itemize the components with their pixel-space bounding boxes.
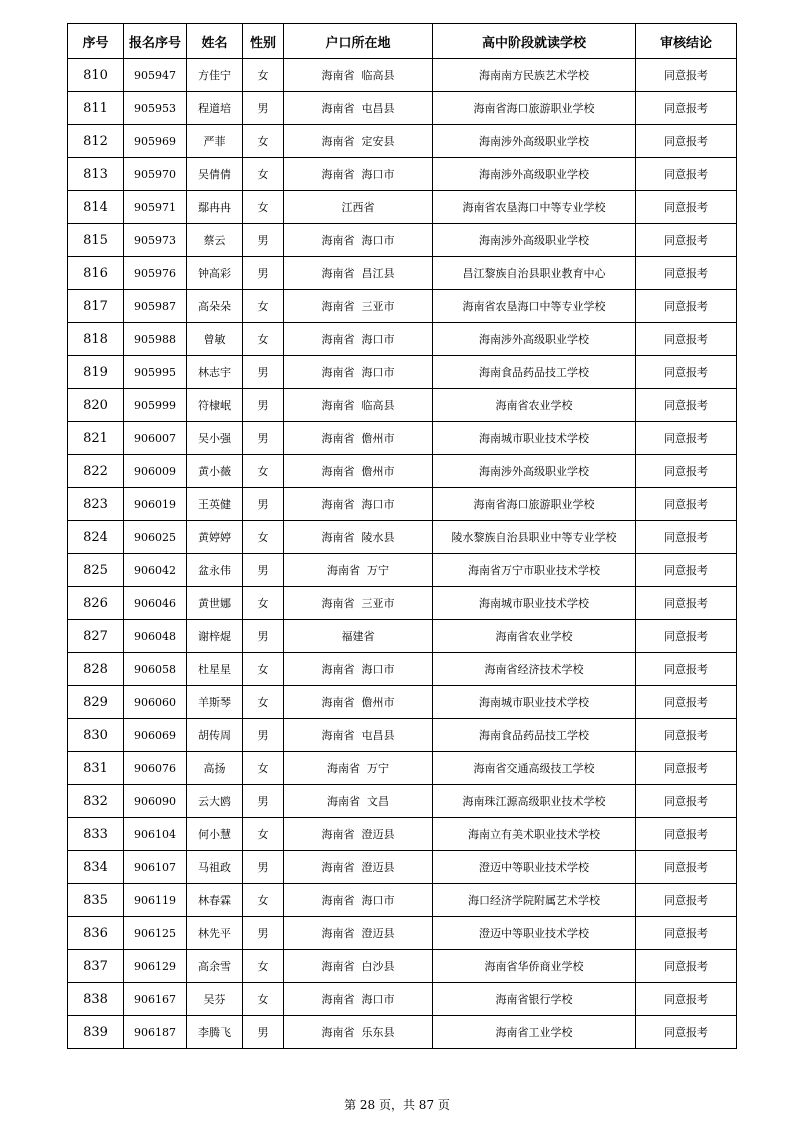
cell-reg-no: 906009: [124, 455, 187, 488]
cell-seq: 816: [68, 257, 124, 290]
header-result: 审核结论: [636, 24, 737, 59]
cell-result: 同意报考: [636, 620, 737, 653]
cell-seq: 829: [68, 686, 124, 719]
cell-result: 同意报考: [636, 290, 737, 323]
table-row: [68, 59, 737, 92]
cell-reg-no: 905999: [124, 389, 187, 422]
cell-gender: 男: [243, 917, 284, 950]
cell-residence: 海南省 澄迈县: [284, 851, 433, 884]
cell-seq: 839: [68, 1016, 124, 1049]
cell-seq: 835: [68, 884, 124, 917]
table-row: [68, 356, 737, 389]
cell-name: 何小慧: [187, 818, 243, 851]
table-row: [68, 587, 737, 620]
cell-seq: 836: [68, 917, 124, 950]
cell-gender: 男: [243, 785, 284, 818]
header-seq: 序号: [68, 24, 124, 59]
cell-name: 程道培: [187, 92, 243, 125]
cell-result: 同意报考: [636, 257, 737, 290]
table-row: [68, 752, 737, 785]
cell-name: 吴小强: [187, 422, 243, 455]
cell-reg-no: 906090: [124, 785, 187, 818]
cell-residence: 海南省 文昌: [284, 785, 433, 818]
cell-name: 胡传周: [187, 719, 243, 752]
cell-reg-no: 906167: [124, 983, 187, 1016]
cell-reg-no: 906069: [124, 719, 187, 752]
cell-residence: 江西省: [284, 191, 433, 224]
cell-reg-no: 906187: [124, 1016, 187, 1049]
cell-reg-no: 906046: [124, 587, 187, 620]
cell-seq: 838: [68, 983, 124, 1016]
cell-result: 同意报考: [636, 224, 737, 257]
cell-school: 澄迈中等职业技术学校: [433, 917, 636, 950]
cell-name: 云大鸥: [187, 785, 243, 818]
cell-gender: 男: [243, 356, 284, 389]
cell-seq: 834: [68, 851, 124, 884]
cell-residence: 海南省 海口市: [284, 488, 433, 521]
cell-residence: 海南省 定安县: [284, 125, 433, 158]
cell-name: 鄢冉冉: [187, 191, 243, 224]
cell-seq: 810: [68, 59, 124, 92]
cell-school: 海南食品药品技工学校: [433, 356, 636, 389]
cell-school: 海南省银行学校: [433, 983, 636, 1016]
cell-gender: 男: [243, 719, 284, 752]
cell-gender: 女: [243, 191, 284, 224]
cell-seq: 822: [68, 455, 124, 488]
cell-seq: 823: [68, 488, 124, 521]
cell-name: 黄婷婷: [187, 521, 243, 554]
cell-reg-no: 906104: [124, 818, 187, 851]
cell-gender: 男: [243, 851, 284, 884]
cell-school: 海南省经济技术学校: [433, 653, 636, 686]
cell-result: 同意报考: [636, 785, 737, 818]
cell-school: 陵水黎族自治县职业中等专业学校: [433, 521, 636, 554]
cell-seq: 831: [68, 752, 124, 785]
cell-seq: 824: [68, 521, 124, 554]
cell-school: 海南城市职业技术学校: [433, 422, 636, 455]
cell-seq: 811: [68, 92, 124, 125]
cell-result: 同意报考: [636, 323, 737, 356]
cell-school: 海南涉外高级职业学校: [433, 224, 636, 257]
cell-name: 曾敏: [187, 323, 243, 356]
cell-residence: 海南省 乐东县: [284, 1016, 433, 1049]
cell-school: 海南省工业学校: [433, 1016, 636, 1049]
cell-name: 黄世娜: [187, 587, 243, 620]
cell-name: 谢梓焜: [187, 620, 243, 653]
table-row: [68, 191, 737, 224]
cell-name: 严菲: [187, 125, 243, 158]
cell-gender: 女: [243, 455, 284, 488]
cell-reg-no: 905970: [124, 158, 187, 191]
cell-school: 海南省农业学校: [433, 620, 636, 653]
cell-reg-no: 906042: [124, 554, 187, 587]
cell-result: 同意报考: [636, 983, 737, 1016]
cell-residence: 海南省 临高县: [284, 59, 433, 92]
cell-school: 海南城市职业技术学校: [433, 686, 636, 719]
cell-residence: 海南省 万宁: [284, 752, 433, 785]
cell-gender: 女: [243, 884, 284, 917]
cell-residence: 海南省 昌江县: [284, 257, 433, 290]
cell-gender: 女: [243, 290, 284, 323]
cell-name: 吴倩倩: [187, 158, 243, 191]
table-row: [68, 950, 737, 983]
cell-seq: 825: [68, 554, 124, 587]
cell-gender: 女: [243, 653, 284, 686]
table-row: [68, 554, 737, 587]
cell-gender: 男: [243, 488, 284, 521]
table-row: [68, 620, 737, 653]
cell-residence: 海南省 屯昌县: [284, 719, 433, 752]
cell-result: 同意报考: [636, 488, 737, 521]
cell-seq: 812: [68, 125, 124, 158]
cell-reg-no: 906119: [124, 884, 187, 917]
cell-name: 高余雪: [187, 950, 243, 983]
table-row: [68, 488, 737, 521]
cell-name: 黄小薇: [187, 455, 243, 488]
cell-gender: 女: [243, 521, 284, 554]
table-row: [68, 125, 737, 158]
cell-residence: 海南省 万宁: [284, 554, 433, 587]
cell-residence: 海南省 海口市: [284, 884, 433, 917]
cell-result: 同意报考: [636, 653, 737, 686]
cell-school: 海南涉外高级职业学校: [433, 323, 636, 356]
cell-reg-no: 905947: [124, 59, 187, 92]
cell-reg-no: 906107: [124, 851, 187, 884]
cell-result: 同意报考: [636, 125, 737, 158]
page-footer: 第 28 页，共 87 页: [344, 1098, 450, 1112]
cell-school: 海南珠江源高级职业技术学校: [433, 785, 636, 818]
cell-gender: 女: [243, 818, 284, 851]
table-row: [68, 323, 737, 356]
cell-gender: 男: [243, 257, 284, 290]
cell-gender: 男: [243, 224, 284, 257]
cell-school: 海南食品药品技工学校: [433, 719, 636, 752]
cell-result: 同意报考: [636, 554, 737, 587]
cell-residence: 海南省 儋州市: [284, 455, 433, 488]
cell-residence: 海南省 儋州市: [284, 686, 433, 719]
cell-reg-no: 906076: [124, 752, 187, 785]
header-reg-no: 报名序号: [124, 24, 187, 59]
cell-name: 高朵朵: [187, 290, 243, 323]
cell-name: 林先平: [187, 917, 243, 950]
table-row: [68, 818, 737, 851]
cell-seq: 821: [68, 422, 124, 455]
cell-reg-no: 906007: [124, 422, 187, 455]
cell-school: 海南涉外高级职业学校: [433, 455, 636, 488]
cell-reg-no: 906060: [124, 686, 187, 719]
cell-reg-no: 905976: [124, 257, 187, 290]
cell-result: 同意报考: [636, 422, 737, 455]
cell-gender: 女: [243, 587, 284, 620]
cell-reg-no: 905973: [124, 224, 187, 257]
cell-school: 海南城市职业技术学校: [433, 587, 636, 620]
cell-residence: 海南省 海口市: [284, 224, 433, 257]
cell-school: 海南省农垦海口中等专业学校: [433, 290, 636, 323]
cell-residence: 海南省 三亚市: [284, 587, 433, 620]
cell-reg-no: 906125: [124, 917, 187, 950]
table-header: [68, 24, 737, 59]
cell-seq: 817: [68, 290, 124, 323]
cell-seq: 813: [68, 158, 124, 191]
cell-name: 盆永伟: [187, 554, 243, 587]
cell-name: 钟高彩: [187, 257, 243, 290]
cell-name: 蔡云: [187, 224, 243, 257]
cell-seq: 837: [68, 950, 124, 983]
cell-result: 同意报考: [636, 851, 737, 884]
cell-school: 海南省华侨商业学校: [433, 950, 636, 983]
cell-reg-no: 905953: [124, 92, 187, 125]
cell-reg-no: 905988: [124, 323, 187, 356]
table-row: [68, 884, 737, 917]
cell-residence: 海南省 海口市: [284, 983, 433, 1016]
cell-school: 海南涉外高级职业学校: [433, 125, 636, 158]
cell-result: 同意报考: [636, 92, 737, 125]
cell-result: 同意报考: [636, 818, 737, 851]
cell-seq: 815: [68, 224, 124, 257]
table-row: [68, 1016, 737, 1049]
cell-result: 同意报考: [636, 191, 737, 224]
table-row: [68, 257, 737, 290]
cell-name: 方佳宁: [187, 59, 243, 92]
cell-name: 高扬: [187, 752, 243, 785]
cell-reg-no: 906058: [124, 653, 187, 686]
cell-gender: 女: [243, 125, 284, 158]
cell-school: 海口经济学院附属艺术学校: [433, 884, 636, 917]
cell-result: 同意报考: [636, 719, 737, 752]
cell-name: 王英健: [187, 488, 243, 521]
cell-gender: 女: [243, 983, 284, 1016]
cell-result: 同意报考: [636, 686, 737, 719]
cell-residence: 海南省 澄迈县: [284, 818, 433, 851]
cell-seq: 832: [68, 785, 124, 818]
cell-name: 李腾飞: [187, 1016, 243, 1049]
cell-school: 海南立有美术职业技术学校: [433, 818, 636, 851]
cell-residence: 海南省 陵水县: [284, 521, 433, 554]
cell-result: 同意报考: [636, 917, 737, 950]
table-row: [68, 389, 737, 422]
cell-school: 海南涉外高级职业学校: [433, 158, 636, 191]
cell-gender: 女: [243, 752, 284, 785]
cell-residence: 海南省 三亚市: [284, 290, 433, 323]
header-gender: 性别: [243, 24, 284, 59]
cell-gender: 女: [243, 59, 284, 92]
cell-residence: 海南省 临高县: [284, 389, 433, 422]
table-row: [68, 158, 737, 191]
cell-reg-no: 906025: [124, 521, 187, 554]
cell-school: 海南省海口旅游职业学校: [433, 488, 636, 521]
table-row: [68, 92, 737, 125]
cell-reg-no: 905987: [124, 290, 187, 323]
cell-school: 海南南方民族艺术学校: [433, 59, 636, 92]
cell-residence: 海南省 海口市: [284, 158, 433, 191]
header-row: [68, 24, 737, 59]
cell-result: 同意报考: [636, 950, 737, 983]
table-row: [68, 653, 737, 686]
cell-seq: 820: [68, 389, 124, 422]
table-row: [68, 719, 737, 752]
cell-result: 同意报考: [636, 521, 737, 554]
cell-seq: 826: [68, 587, 124, 620]
cell-result: 同意报考: [636, 356, 737, 389]
cell-seq: 819: [68, 356, 124, 389]
cell-reg-no: 905971: [124, 191, 187, 224]
table-row: [68, 455, 737, 488]
cell-gender: 男: [243, 554, 284, 587]
cell-gender: 男: [243, 1016, 284, 1049]
cell-reg-no: 906019: [124, 488, 187, 521]
cell-gender: 男: [243, 422, 284, 455]
cell-name: 马祖政: [187, 851, 243, 884]
header-school: 高中阶段就读学校: [433, 24, 636, 59]
cell-gender: 男: [243, 620, 284, 653]
cell-gender: 女: [243, 686, 284, 719]
cell-name: 林志宇: [187, 356, 243, 389]
table-row: [68, 422, 737, 455]
cell-result: 同意报考: [636, 389, 737, 422]
cell-school: 海南省交通高级技工学校: [433, 752, 636, 785]
cell-name: 符棣岷: [187, 389, 243, 422]
cell-seq: 833: [68, 818, 124, 851]
review-table: [67, 23, 737, 1049]
table-row: [68, 785, 737, 818]
cell-residence: 海南省 澄迈县: [284, 917, 433, 950]
cell-residence: 海南省 白沙县: [284, 950, 433, 983]
cell-seq: 830: [68, 719, 124, 752]
cell-residence: 福建省: [284, 620, 433, 653]
cell-residence: 海南省 海口市: [284, 356, 433, 389]
header-name: 姓名: [187, 24, 243, 59]
cell-result: 同意报考: [636, 59, 737, 92]
cell-name: 羊斯琴: [187, 686, 243, 719]
table-row: [68, 290, 737, 323]
cell-result: 同意报考: [636, 158, 737, 191]
cell-gender: 女: [243, 323, 284, 356]
cell-result: 同意报考: [636, 1016, 737, 1049]
cell-gender: 女: [243, 950, 284, 983]
cell-school: 澄迈中等职业技术学校: [433, 851, 636, 884]
cell-seq: 827: [68, 620, 124, 653]
table-row: [68, 917, 737, 950]
cell-name: 林春霖: [187, 884, 243, 917]
table-row: [68, 521, 737, 554]
cell-result: 同意报考: [636, 752, 737, 785]
cell-name: 吴芬: [187, 983, 243, 1016]
cell-reg-no: 906129: [124, 950, 187, 983]
table-row: [68, 983, 737, 1016]
table-row: [68, 686, 737, 719]
table-row: [68, 851, 737, 884]
cell-school: 海南省农业学校: [433, 389, 636, 422]
cell-residence: 海南省 屯昌县: [284, 92, 433, 125]
cell-residence: 海南省 海口市: [284, 653, 433, 686]
cell-result: 同意报考: [636, 587, 737, 620]
table-body: [68, 59, 737, 1049]
cell-school: 海南省农垦海口中等专业学校: [433, 191, 636, 224]
cell-seq: 818: [68, 323, 124, 356]
cell-name: 杜星星: [187, 653, 243, 686]
cell-seq: 828: [68, 653, 124, 686]
cell-residence: 海南省 海口市: [284, 323, 433, 356]
table-row: [68, 224, 737, 257]
cell-residence: 海南省 儋州市: [284, 422, 433, 455]
cell-school: 海南省万宁市职业技术学校: [433, 554, 636, 587]
cell-reg-no: 905995: [124, 356, 187, 389]
cell-school: 昌江黎族自治县职业教育中心: [433, 257, 636, 290]
cell-gender: 男: [243, 389, 284, 422]
cell-result: 同意报考: [636, 884, 737, 917]
cell-gender: 女: [243, 158, 284, 191]
cell-gender: 男: [243, 92, 284, 125]
cell-school: 海南省海口旅游职业学校: [433, 92, 636, 125]
cell-seq: 814: [68, 191, 124, 224]
cell-reg-no: 905969: [124, 125, 187, 158]
cell-result: 同意报考: [636, 455, 737, 488]
header-residence: 户口所在地: [284, 24, 433, 59]
cell-reg-no: 906048: [124, 620, 187, 653]
